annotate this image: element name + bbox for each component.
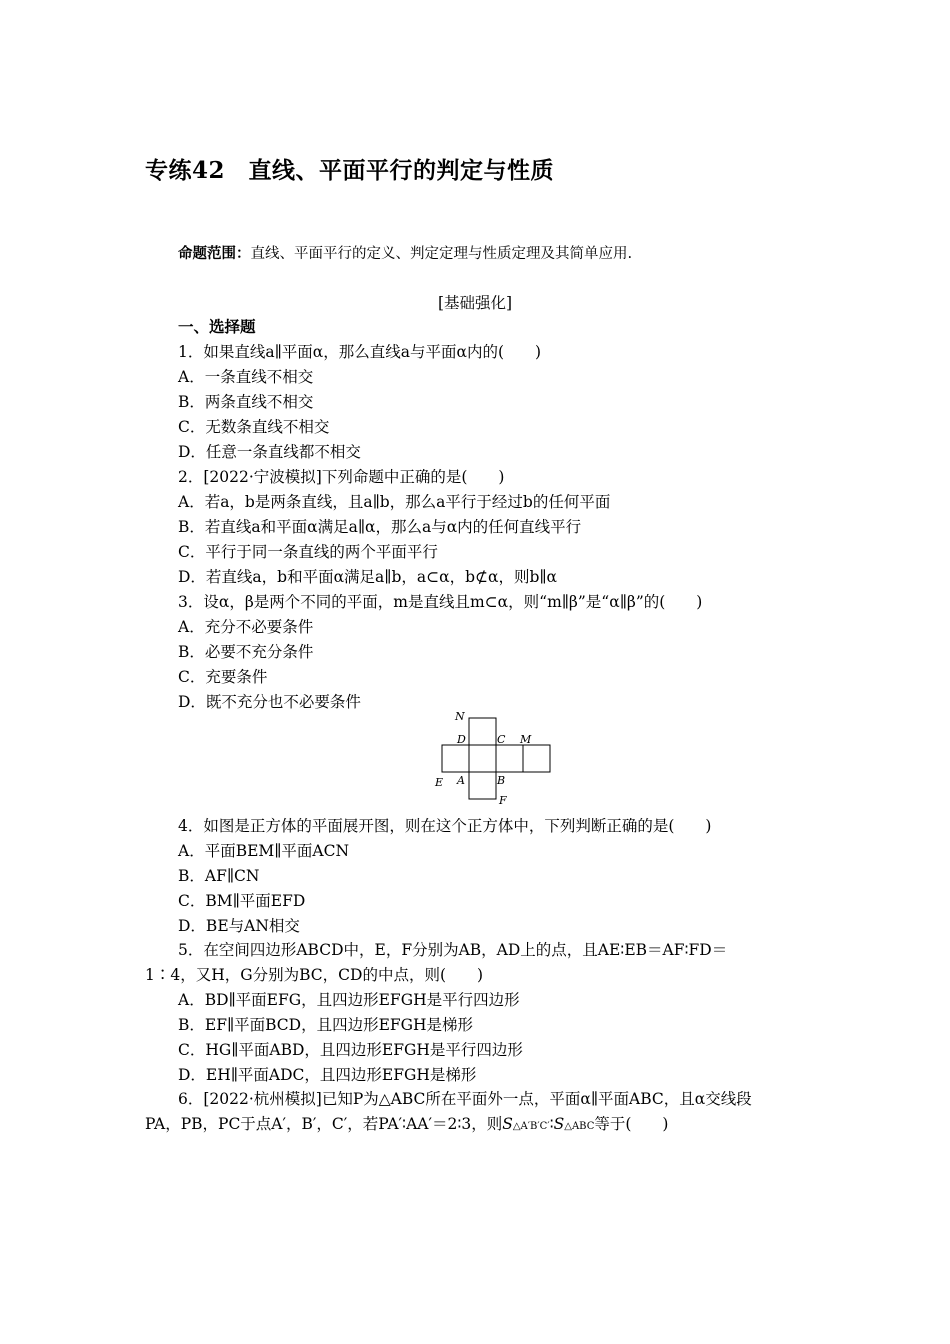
q4-option-a: A．平面BEM∥平面ACN xyxy=(178,842,350,860)
ratio-sign: ∶ xyxy=(549,1115,554,1133)
scope-text: 直线、平面平行的定义、判定定理与性质定理及其简单应用. xyxy=(250,246,633,262)
q5-option-a: A．BD∥平面EFG，且四边形EFGH是平行四边形 xyxy=(178,991,520,1009)
scope-label: 命题范围： xyxy=(178,245,251,262)
q4-option-c: C．BM∥平面EFD xyxy=(178,892,306,910)
page-title: 专练42 直线、平面平行的判定与性质 xyxy=(145,157,555,184)
q6-tail: 等于( ) xyxy=(594,1115,669,1133)
q4-stem: 4．如图是正方体的平面展开图，则在这个正方体中，下列判断正确的是( ) xyxy=(178,817,712,835)
area-symbol-2: S xyxy=(553,1115,565,1133)
net-square-right2 xyxy=(523,745,550,772)
section-header: [基础强化] xyxy=(437,294,513,312)
q5-option-b: B．EF∥平面BCD，且四边形EFGH是梯形 xyxy=(178,1016,474,1034)
q2-option-a: A．若a，b是两条直线，且a∥b，那么a平行于经过b的任何平面 xyxy=(178,493,611,511)
q1-option-a: A．一条直线不相交 xyxy=(178,368,314,386)
net-square-left xyxy=(442,745,469,772)
q2-option-c: C．平行于同一条直线的两个平面平行 xyxy=(178,543,438,561)
q1-option-d: D．任意一条直线都不相交 xyxy=(178,443,361,461)
q6-stem-line1: 6．[2022·杭州模拟]已知P为△ABC所在平面外一点，平面α∥平面ABC，且α交线段 xyxy=(178,1090,752,1108)
q2-stem: 2．[2022·宁波模拟]下列命题中正确的是( ) xyxy=(178,468,505,486)
subscript-1: △A′B′C′ xyxy=(512,1121,550,1132)
q2-option-d: D．若直线a，b和平面α满足a∥b，a⊂α，b⊄α，则b∥α xyxy=(178,568,558,586)
label-a: A xyxy=(457,774,465,787)
label-m: M xyxy=(520,733,532,746)
net-square-top xyxy=(469,718,496,745)
label-b: B xyxy=(497,774,506,787)
net-square-bottom xyxy=(469,772,496,799)
label-f: F xyxy=(499,794,507,807)
q5-option-d: D．EH∥平面ADC，且四边形EFGH是梯形 xyxy=(178,1066,477,1084)
area-symbol-1: S xyxy=(502,1115,513,1133)
q6-text: PA，PB，PC于点A′，B′，C′，若PA′∶AA′＝2∶3，则 xyxy=(145,1115,503,1133)
label-c: C xyxy=(497,733,506,746)
q1-option-c: C．无数条直线不相交 xyxy=(178,418,330,436)
q4-option-d: D．BE与AN相交 xyxy=(178,917,300,935)
label-n: N xyxy=(455,710,465,723)
q3-option-b: B．必要不充分条件 xyxy=(178,643,314,661)
q6-stem-line2 xyxy=(145,1114,668,1137)
cube-net-diagram xyxy=(430,708,560,808)
q1-stem: 1．如果直线a∥平面α，那么直线a与平面α内的( ) xyxy=(178,343,542,361)
q5-stem-line2: 1∶4，又H，G分别为BC，CD的中点，则( ) xyxy=(145,966,484,984)
q5-option-c: C．HG∥平面ABD，且四边形EFGH是平行四边形 xyxy=(178,1041,523,1059)
q3-stem: 3．设α，β是两个不同的平面，m是直线且m⊂α，则“m∥β”是“α∥β”的( ) xyxy=(178,593,703,611)
q4-option-b: B．AF∥CN xyxy=(178,867,260,885)
q1-option-b: B．两条直线不相交 xyxy=(178,393,314,411)
part-heading: 一、选择题 xyxy=(178,317,256,336)
topic-scope xyxy=(178,242,632,263)
q3-option-d: D．既不充分也不必要条件 xyxy=(178,693,361,711)
net-square-right1 xyxy=(496,745,523,772)
label-e: E xyxy=(435,776,444,789)
q5-stem-line1: 5．在空间四边形ABCD中，E，F分别为AB，AD上的点，且AE∶EB＝AF∶FD＝ xyxy=(178,941,728,959)
label-d: D xyxy=(457,733,466,746)
cube-net-figure xyxy=(430,708,560,808)
subscript-2: △ABC xyxy=(564,1121,595,1132)
q3-option-a: A．充分不必要条件 xyxy=(178,618,314,636)
net-square-center xyxy=(469,745,496,772)
q2-option-b: B．若直线a和平面α满足a∥α，那么a与α内的任何直线平行 xyxy=(178,518,582,536)
q3-option-c: C．充要条件 xyxy=(178,668,268,686)
